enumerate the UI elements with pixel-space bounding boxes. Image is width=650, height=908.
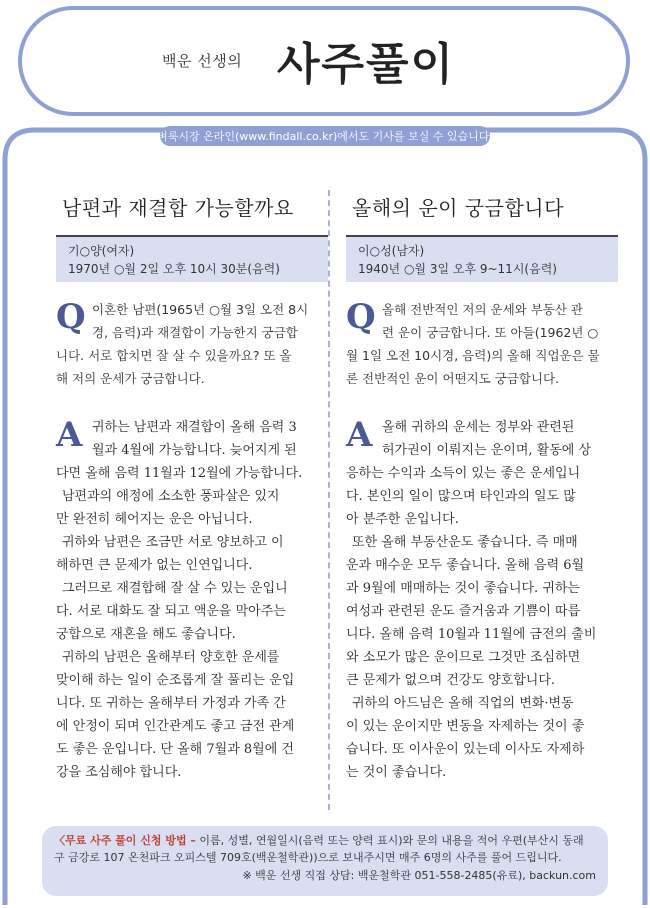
answer-line: 월과 4월에 가능합니다. 늦어지게 된 (92, 443, 297, 458)
answer-line: 다면 올해 음력 11월과 12월에 가능합니다. (56, 466, 303, 481)
answer-line: 그러므로 재결합해 잘 살 수 있는 운입니 (62, 581, 288, 596)
left-name: 기○양(여자) (68, 244, 135, 258)
column-title: 사주풀이 (277, 39, 456, 90)
online-notice: 벼룩시장 온라인(www.findall.co.kr)에서도 기사를 보실 수 있습니다. (157, 130, 493, 143)
a-letter: A (346, 415, 373, 455)
left-info-box (56, 237, 328, 282)
q-letter: Q (56, 297, 86, 337)
q-letter: Q (346, 297, 376, 337)
answer-line: 에 안정이 되며 인간관계도 좋고 금전 관계 (56, 719, 295, 734)
column-divider (328, 190, 330, 810)
left-question (56, 298, 328, 390)
answer-line: 니다. 또 귀하는 올해부터 가정과 가족 간 (56, 696, 286, 711)
left-headline: 남편과 재결합 가능할까요 (62, 196, 294, 220)
right-question (346, 298, 618, 390)
application-text-2: 구 금강로 107 온천파크 오피스텔 709호(백운철학관))으로 보내주시면 매주 6명의 사주를 풀어 드립니다. (54, 851, 562, 864)
question-line: 월 1일 오전 10시경, 음력)의 올해 직업운은 물 (346, 348, 600, 363)
answer-line: 운과 매수운 모두 좋습니다. 올해 음력 6월 (346, 558, 585, 573)
left-column (56, 192, 328, 784)
right-column (346, 192, 618, 784)
answer-line: 궁합으로 재혼을 해도 좋습니다. (56, 627, 236, 642)
answer-line: 허가권이 이뤄지는 운이며, 활동에 상 (382, 443, 592, 458)
answer-line: 도 좋은 운입니다. 단 올해 7월과 8월에 건 (56, 742, 294, 757)
application-label: 〈무료 사주 풀이 신청 방법 – (54, 834, 196, 847)
answer-line: 해하면 큰 문제가 없는 인연입니다. (56, 558, 253, 573)
application-text (54, 832, 596, 849)
question-line: 이혼한 남편(1965년 ○월 3일 오전 8시 (92, 302, 309, 317)
question-line: 경, 음력)과 재결합이 가능한지 궁금합 (92, 325, 298, 340)
question-line: 련 운이 궁금합니다. 또 아들(1962년 ○ (382, 325, 599, 340)
answer-line: 귀하는 남편과 재결합이 올해 음력 3 (92, 420, 297, 435)
answer-line: 는 것이 좋습니다. (346, 765, 447, 780)
answer-line: 올해 귀하의 운세는 정부와 관련된 (382, 420, 575, 435)
answer-line: 귀하의 남편은 올해부터 양호한 운세를 (62, 650, 280, 665)
answer-line: 다. 본인의 일이 많으며 타인과의 일도 많 (346, 489, 576, 504)
right-birth: 1940년 ○월 3일 오후 9~11시(음력) (358, 262, 557, 276)
right-name: 이○성(남자) (358, 244, 425, 258)
answer-line: 아 분주한 운입니다. (346, 512, 459, 527)
answer-line: 와 소모가 많은 운이므로 그것만 조심하면 (346, 650, 581, 665)
application-info-box (42, 826, 608, 896)
answer-line: 귀하와 남편은 조금만 서로 양보하고 이 (62, 535, 284, 550)
answer-line: 니다. 올해 음력 10월과 11월에 금전의 출비 (346, 627, 597, 642)
a-letter: A (56, 415, 83, 455)
answer-line: 습니다. 또 이사운이 있는데 이사도 자제하 (346, 742, 585, 757)
answer-line: 남편과의 애정에 소소한 풍파살은 있지 (62, 489, 280, 504)
answer-line: 맞이해 하는 일이 순조롭게 잘 풀리는 운입 (56, 673, 295, 688)
answer-line: 과 9월에 매매하는 것이 좋습니다. 귀하는 (346, 581, 580, 596)
right-info-box (346, 237, 618, 282)
answer-line: 응하는 수익과 소득이 있는 좋은 운세입니 (346, 466, 581, 481)
left-answer (56, 416, 328, 784)
question-line: 해 저의 운세가 궁금합니다. (56, 371, 205, 386)
question-line: 론 전반적인 운이 어떤지도 궁금합니다. (346, 371, 560, 386)
answer-line: 강을 조심해야 합니다. (56, 765, 182, 780)
left-birth: 1970년 ○월 2일 오후 10시 30분(음력) (68, 262, 280, 276)
contact-info: ※ 백운 선생 직접 상담: 백운철학관 051-558-2485(유료), backun.com (242, 869, 596, 882)
answer-line: 만 완전히 헤어지는 운은 아닙니다. (56, 512, 253, 527)
answer-line: 또한 올해 부동산운도 좋습니다. 즉 매매 (352, 535, 578, 550)
column-subtitle: 백운 선생의 (162, 52, 243, 70)
answer-line: 다. 서로 대화도 잘 되고 액운을 막아주는 (56, 604, 286, 619)
answer-line: 큰 문제가 없으며 건강도 양호합니다. (346, 673, 556, 688)
answer-line: 귀하의 아드님은 올해 직업의 변화·변동 (352, 696, 574, 711)
question-line: 니다. 서로 합치면 잘 살 수 있을까요? 또 올 (56, 348, 292, 363)
right-headline: 올해의 운이 궁금합니다 (352, 196, 564, 220)
right-answer (346, 416, 618, 784)
answer-line: 이 있는 운이지만 변동을 자제하는 것이 좋 (346, 719, 585, 734)
application-text-1: 이름, 성별, 연월일시(음력 또는 양력 표시)와 문의 내용을 적어 우편(부산시 동래 (195, 834, 584, 847)
answer-line: 여성과 관련된 운도 즐거움과 기쁨이 따릅 (346, 604, 581, 619)
question-line: 올해 전반적인 저의 운세와 부동산 관 (382, 302, 583, 317)
